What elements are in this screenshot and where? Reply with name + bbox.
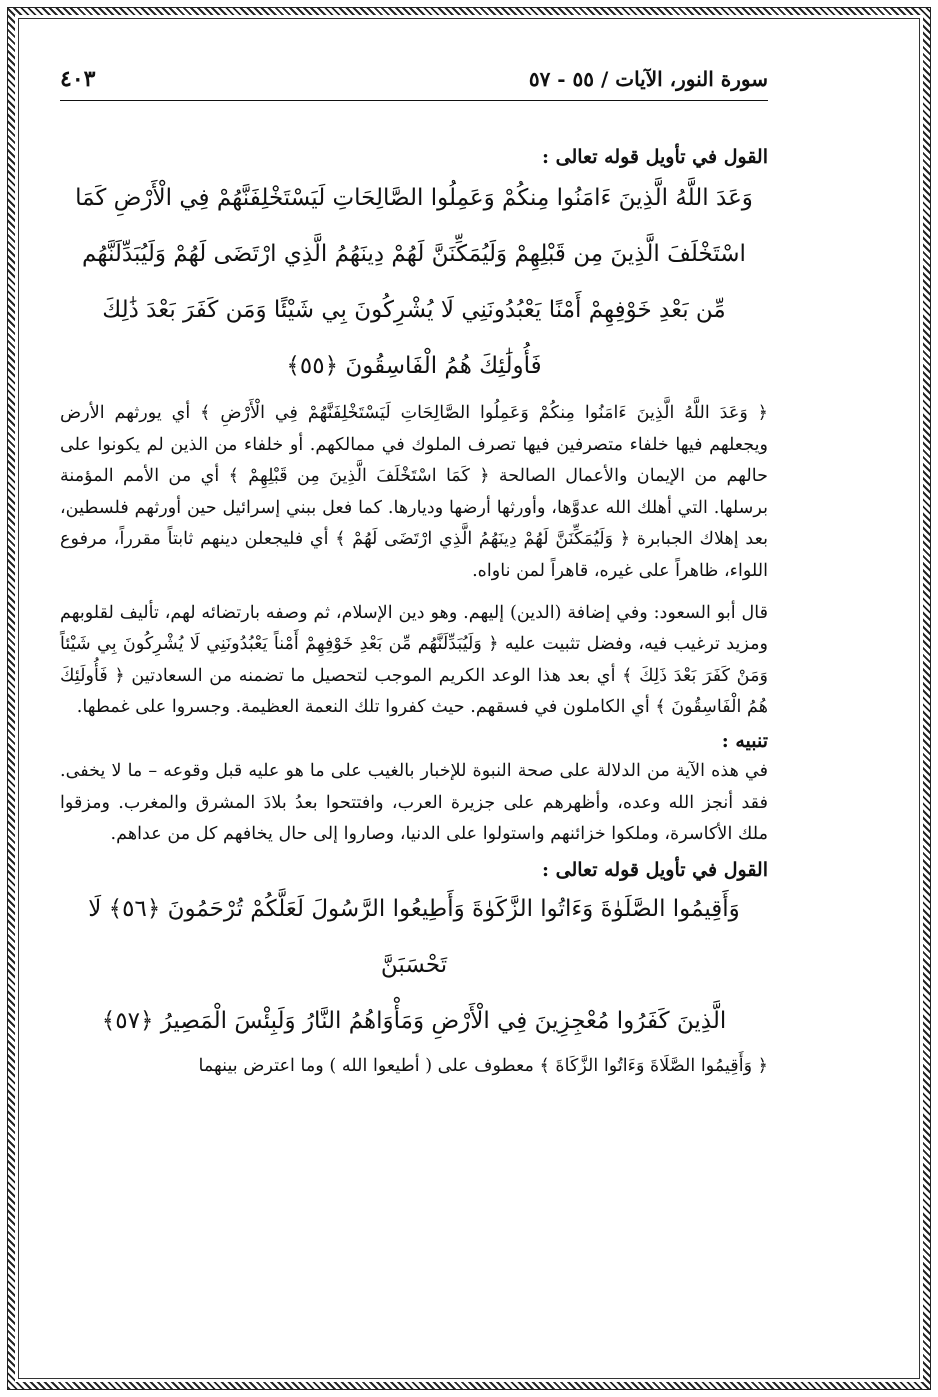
tafsir-paragraph: ﴿ وَأَقِيمُوا الصَّلَاةَ وَءَاتُوا الزَّكَاةَ ﴾ معطوف على ( أطيعوا الله ) وما اعترض بينهما: [198, 1055, 768, 1076]
quran-block: [60, 881, 768, 1049]
tafsir-paragraph: قال أبو السعود: وفي إضافة (الدين) إليهم. وهو دين الإسلام، ثم وصفه بارتضائه لهم، تأليف لقلوبهم ومزيد ترغيب فيه، وفضل تثبيت عليه ﴿ وَلَيُبَدِّلَنَّهُم مِّن بَعْدِ خَوْفِهِمْ أَمْناً يَعْبُدُونَنِي لَا يُشْرِكُونَ بِي شَيْئاً وَمَنْ كَفَرَ بَعْدَ ذَلِكَ ﴾ أي بعد هذا الوعد الكريم الموجب لتحصيل ما تضمنه من السعادتين ﴿ فَأُولَئِكَ هُمُ الْفَاسِقُونَ ﴾ أي الكاملون في فسقهم. حيث كفروا تلك النعمة العظيمة. وجسروا على غمطها.: [60, 602, 768, 718]
quran-block: [60, 170, 768, 394]
notice-paragraph: في هذه الآية من الدلالة على صحة النبوة للإخبار بالغيب على ما هو عليه قبل وقوعه – ما لا يخفى. فقد أنجز الله وعده، وأظهرهم على جزيرة العرب، وافتتحوا بعدُ بلادَ المشرق والمغرب. ومزقوا ملك الأكاسرة، وملكوا خزائنهم واستولوا على الدنيا، وصاروا إلى حال يخافهم كل من عداهم.: [60, 760, 768, 845]
page-header: [60, 66, 768, 101]
page-content: [60, 66, 768, 1082]
notice-heading: تنبيه :: [721, 729, 768, 752]
quran-line: وَعَدَ اللَّهُ الَّذِينَ ءَامَنُوا مِنكُمْ وَعَمِلُوا الصَّالِحَاتِ لَيَسْتَخْلِفَنَّهُمْ فِي الْأَرْضِ كَمَا: [75, 185, 753, 211]
quran-line: الَّذِينَ كَفَرُوا مُعْجِزِينَ فِي الْأَرْضِ وَمَأْوَاهُمُ النَّارُ وَلَبِئْسَ الْمَصِيرُ ﴿٥٧﴾: [101, 1007, 727, 1034]
tafsir-paragraph: ﴿ وَعَدَ اللَّهُ الَّذِينَ ءَامَنُوا مِنكُمْ وَعَمِلُوا الصَّالِحَاتِ لَيَسْتَخْلِفَنَّهُمْ فِي الْأَرْضِ ﴾ أي يورثهم الأرض ويجعلهم فيها خلفاء متصرفين فيها تصرف الملوك في ممالكهم. أو خلفاء من الذين لم يكونوا على حالهم من الإيمان والأعمال الصالحة ﴿ كَمَا اسْتَخْلَفَ الَّذِينَ مِن قَبْلِهِمْ ﴾ أي من الأمم المؤمنة برسلها. التي أهلك الله عدوَّها، وأورثها أرضها وديارها. كما فعل ببني إسرائيل حين أورثهم فلسطين، بعد إهلاك الجبابرة ﴿ وَلَيُمَكِّنَنَّ لَهُمْ دِينَهُمُ الَّذِي ارْتَضَى لَهُمْ ﴾ أي فليجعلن دينهم ثابتاً مقرراً، مرفوع اللواء، ظاهراً على غيره، قاهراً لمن ناواه.: [60, 403, 768, 581]
running-title: سورة النور، الآيات / ٥٥ - ٥٧: [528, 67, 768, 91]
quran-line: مِّن بَعْدِ خَوْفِهِمْ أَمْنًا يَعْبُدُونَنِي لَا يُشْرِكُونَ بِي شَيْئًا وَمَن كَفَرَ بَعْدَ ذَٰلِكَ: [102, 297, 726, 323]
section-heading: القول في تأويل قوله تعالى :: [542, 146, 768, 168]
quran-line: اسْتَخْلَفَ الَّذِينَ مِن قَبْلِهِمْ وَلَيُمَكِّنَنَّ لَهُمْ دِينَهُمُ الَّذِي ارْتَضَى لَهُمْ وَلَيُبَدِّلَنَّهُم: [82, 241, 746, 267]
section-heading: القول في تأويل قوله تعالى :: [542, 858, 768, 881]
page-number: ٤٠٣: [60, 66, 96, 92]
quran-line: وَأَقِيمُوا الصَّلَوٰةَ وَءَاتُوا الزَّكَوٰةَ وَأَطِيعُوا الرَّسُولَ لَعَلَّكُمْ تُرْحَمُونَ ﴿٥٦﴾ لَا تَحْسَبَنَّ: [88, 895, 740, 978]
quran-line: فَأُولَٰئِكَ هُمُ الْفَاسِقُونَ ﴿٥٥﴾: [286, 353, 542, 379]
